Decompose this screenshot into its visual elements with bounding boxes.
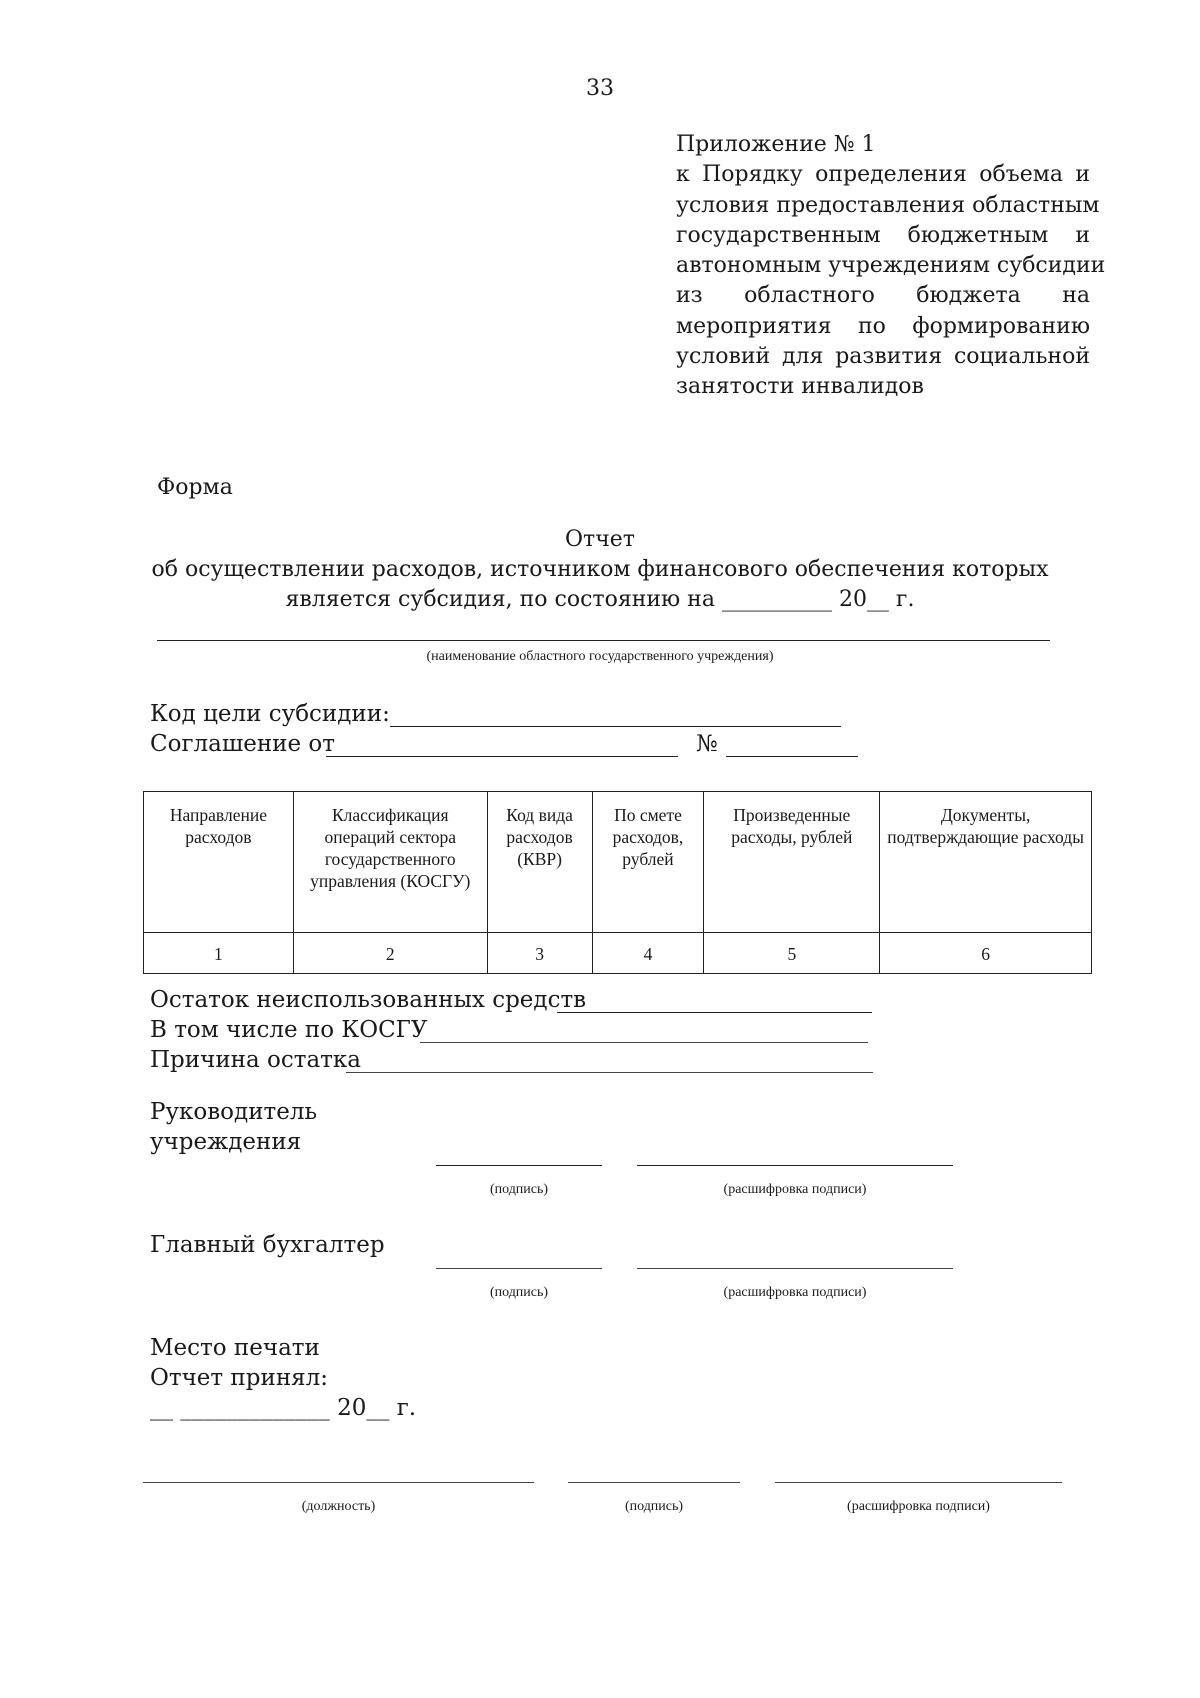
page-number: 33 — [586, 76, 614, 101]
receiver-decoding-caption: (расшифровка подписи) — [847, 1499, 990, 1514]
report-subtitle-line1: об осуществлении расходов, источником финансового обеспечения которых — [151, 557, 1049, 582]
column-number: 2 — [293, 933, 487, 974]
appendix-line: занятости инвалидов — [676, 374, 924, 400]
appendix-line: автономным учреждениям субсидии — [676, 253, 1106, 279]
agreement-from-label: Соглашение от — [150, 731, 335, 757]
position-caption: (должность) — [301, 1499, 376, 1514]
report-table — [143, 791, 1092, 974]
kosgu-line[interactable] — [420, 1042, 868, 1043]
header-documents: Документы, подтверждающие расходы — [880, 792, 1092, 933]
head-signature-line[interactable] — [436, 1165, 602, 1166]
agreement-date-line[interactable] — [326, 756, 678, 757]
appendix-line: к Порядку определения объема и — [676, 162, 1090, 188]
report-subtitle-line2: является субсидия, по состоянию на __________ 20__ г. — [285, 587, 915, 612]
table-header-row — [144, 792, 1092, 933]
report-title: Отчет — [565, 527, 635, 552]
column-number: 5 — [704, 933, 880, 974]
head-signature-caption: (подпись) — [489, 1182, 549, 1197]
org-name-line[interactable] — [157, 640, 1050, 641]
appendix-block — [676, 130, 1106, 403]
receiver-decoding-line[interactable] — [775, 1482, 1062, 1483]
appendix-line: мероприятия по формированию — [676, 313, 1090, 339]
column-number: 4 — [592, 933, 704, 974]
appendix-line: государственным бюджетным и — [676, 222, 1090, 248]
header-kosgu: Классификация операций сектора государственного управления (КОСГУ) — [293, 792, 487, 933]
receiver-signature-caption: (подпись) — [624, 1499, 684, 1514]
appendix-title: Приложение № 1 — [676, 132, 876, 157]
chief-accountant-label: Главный бухгалтер — [150, 1232, 385, 1258]
column-number: 3 — [487, 933, 592, 974]
appendix-line: из областного бюджета на — [676, 283, 1090, 309]
kosgu-label: В том числе по КОСГУ — [150, 1017, 428, 1043]
head-decoding-caption: (расшифровка подписи) — [723, 1182, 867, 1197]
remaining-funds-label: Остаток неиспользованных средств — [150, 987, 587, 1013]
position-line[interactable] — [143, 1482, 534, 1483]
report-accepted-label: Отчет принял: — [150, 1365, 329, 1391]
remaining-funds-line[interactable] — [557, 1012, 872, 1013]
table-row — [144, 933, 1092, 974]
acceptance-date-line[interactable]: __ _____________ 20__ г. — [150, 1395, 417, 1421]
agreement-number-line[interactable] — [726, 756, 858, 757]
stamp-place-label: Место печати — [150, 1335, 320, 1361]
head-label-line1: Руководитель — [150, 1099, 317, 1125]
appendix-line: условий для развития социальной — [676, 344, 1090, 370]
header-estimate: По смете расходов, рублей — [592, 792, 704, 933]
form-label: Форма — [157, 475, 233, 500]
accountant-signature-caption: (подпись) — [489, 1285, 549, 1300]
appendix-line: условия предоставления областным — [676, 192, 1100, 218]
agreement-number-label: № — [696, 731, 718, 757]
header-kvr: Код вида расходов (КВР) — [487, 792, 592, 933]
report-title-block — [0, 525, 1200, 615]
column-number: 1 — [144, 933, 294, 974]
head-label-line2: учреждения — [150, 1129, 302, 1155]
accountant-decoding-line[interactable] — [637, 1268, 953, 1269]
header-actual-expenses: Произведенные расходы, рублей — [704, 792, 880, 933]
column-number: 6 — [880, 933, 1092, 974]
receiver-signature-line[interactable] — [568, 1482, 740, 1483]
accountant-decoding-caption: (расшифровка подписи) — [723, 1285, 867, 1300]
goal-code-line[interactable] — [390, 726, 841, 727]
head-decoding-line[interactable] — [637, 1165, 953, 1166]
header-expense-direction: Направление расходов — [144, 792, 294, 933]
accountant-signature-line[interactable] — [436, 1268, 602, 1269]
org-name-caption: (наименование областного государственного учреждения) — [426, 649, 774, 664]
reason-line[interactable] — [346, 1072, 873, 1073]
reason-label: Причина остатка — [150, 1047, 361, 1073]
goal-code-label: Код цели субсидии: — [150, 701, 390, 727]
